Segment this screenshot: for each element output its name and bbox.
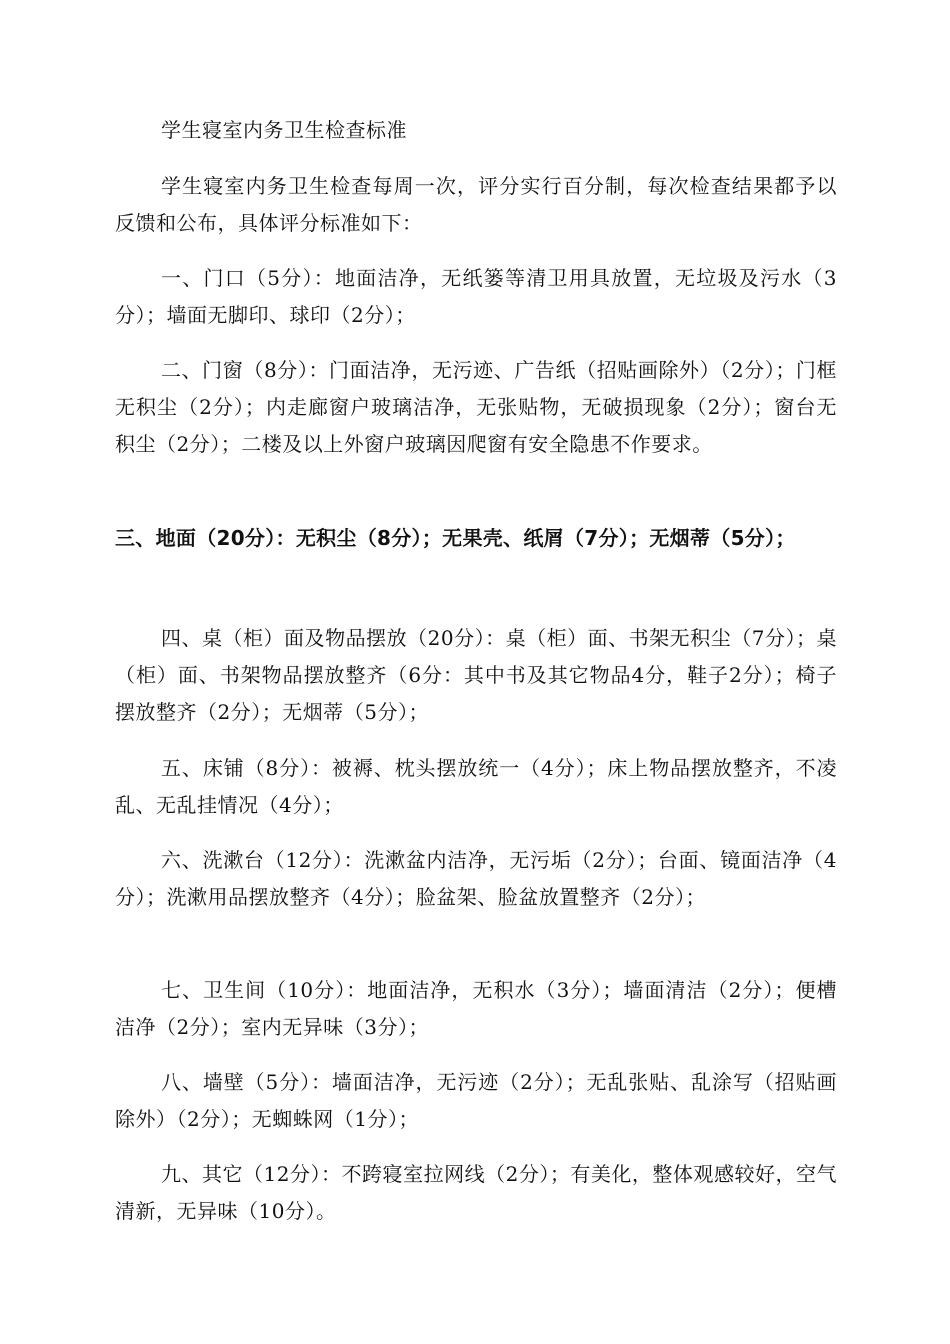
criteria-item-bed: 五、床铺（8分）：被褥、枕头摆放统一（4分）；床上物品摆放整齐，不凌乱、无乱挂情况（4分）； bbox=[115, 756, 837, 817]
criteria-item-others: 九、其它（12分）：不跨寝室拉网线（2分）；有美化，整体观感较好，空气清新，无异味（10分）。 bbox=[115, 1162, 837, 1223]
criteria-item-desk: 四、桌（柜）面及物品摆放（20分）：桌（柜）面、书架无积尘（7分）；桌（柜）面、书架物品摆放整齐（6分：其中书及其它物品4分，鞋子2分）；椅子摆放整齐（2分）；无烟蒂（5分）； bbox=[115, 626, 837, 724]
criteria-item-bathroom: 七、卫生间（10分）：地面洁净，无积水（3分）；墙面清洁（2分）；便槽洁净（2分）；室内无异味（3分）； bbox=[115, 978, 837, 1039]
criteria-item-door: 一、门口（5分）：地面洁净，无纸篓等清卫用具放置，无垃圾及污水（3分）；墙面无脚印、球印（2分）； bbox=[115, 266, 837, 327]
criteria-item-washstand: 六、洗漱台（12分）：洗漱盆内洁净，无污垢（2分）；台面、镜面洁净（4分）；洗漱用品摆放整齐（4分）；脸盆架、脸盆放置整齐（2分）； bbox=[115, 848, 837, 909]
document-title: 学生寝室内务卫生检查标准 bbox=[161, 118, 407, 142]
document-intro: 学生寝室内务卫生检查每周一次，评分实行百分制，每次检查结果都予以反馈和公布，具体评分标准如下： bbox=[115, 174, 837, 235]
criteria-item-walls: 八、墙壁（5分）：墙面洁净，无污迹（2分）；无乱张贴、乱涂写（招贴画除外）（2分）；无蜘蛛网（1分）； bbox=[115, 1070, 837, 1131]
criteria-item-floor: 三、地面（20分）：无积尘（8分）；无果壳、纸屑（7分）；无烟蒂（5分）； bbox=[115, 526, 796, 550]
criteria-item-windows: 二、门窗（8分）：门面洁净，无污迹、广告纸（招贴画除外）（2分）；门框无积尘（2分）；内走廊窗户玻璃洁净，无张贴物，无破损现象（2分）；窗台无积尘（2分）；二楼及以上外窗户玻璃因爬窗有安全隐患不作要求。 bbox=[115, 358, 837, 456]
